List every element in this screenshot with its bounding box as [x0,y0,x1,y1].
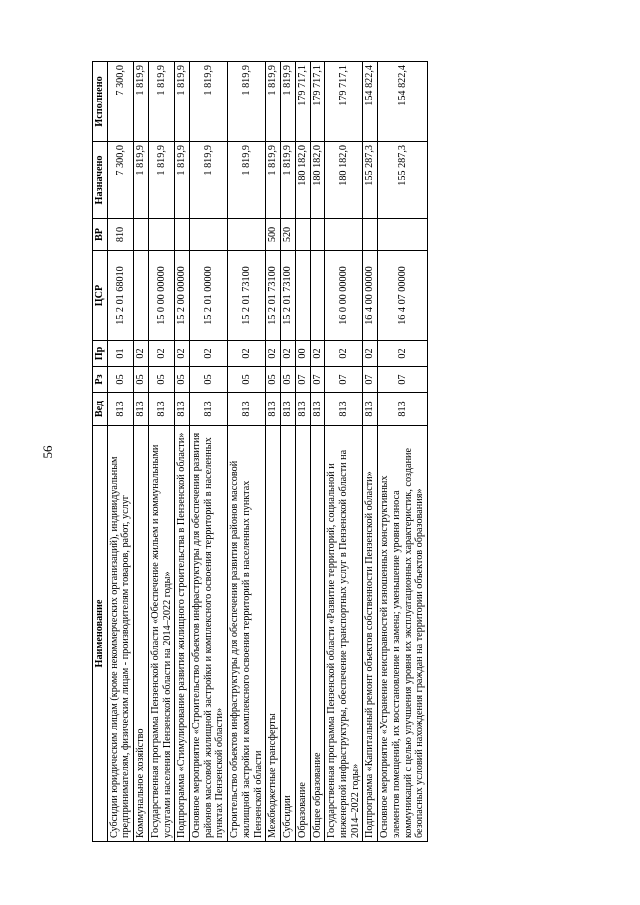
cell-assigned: 1 819,9 [228,142,266,219]
header-row [93,62,108,842]
cell-rz: 05 [281,367,296,393]
table-row [295,62,310,842]
cell-csr [295,251,310,341]
cell-executed: 1 819,9 [266,62,281,142]
cell-executed: 179 717,1 [310,62,325,142]
cell-executed: 1 819,9 [148,62,174,142]
cell-vr [190,219,228,251]
cell-pr: 02 [134,341,149,367]
table-row [325,62,363,842]
cell-vr [175,219,190,251]
cell-rz: 05 [190,367,228,393]
cell-assigned: 180 182,0 [325,142,363,219]
cell-name: Субсидии [281,426,296,842]
cell-name: Коммунальное хозяйство [134,426,149,842]
header-rz: Рз [93,367,108,393]
cell-csr: 16 4 07 00000 [378,251,428,341]
cell-executed: 1 819,9 [175,62,190,142]
cell-assigned: 1 819,9 [266,142,281,219]
cell-assigned: 1 819,9 [175,142,190,219]
cell-ved: 813 [310,393,325,426]
cell-rz: 07 [363,367,378,393]
cell-vr [228,219,266,251]
table-row [228,62,266,842]
cell-ved: 813 [148,393,174,426]
cell-rz: 07 [310,367,325,393]
cell-pr: 02 [266,341,281,367]
budget-table [92,61,428,842]
cell-vr [363,219,378,251]
cell-executed: 1 819,9 [134,62,149,142]
cell-ved: 813 [295,393,310,426]
cell-executed: 154 822,4 [378,62,428,142]
header-executed: Исполнено [93,62,108,142]
cell-assigned: 1 819,9 [148,142,174,219]
cell-assigned: 1 819,9 [134,142,149,219]
table-row [363,62,378,842]
cell-rz: 07 [325,367,363,393]
cell-pr: 02 [175,341,190,367]
cell-ved: 813 [175,393,190,426]
cell-vr [310,219,325,251]
cell-vr [325,219,363,251]
cell-name: Субсидии юридическим лицам (кроме некоммерческих организаций), индивидуальным предпринимателям, физическим лицам - производителям товаров, работ, услуг [107,426,133,842]
cell-assigned: 155 287,3 [378,142,428,219]
cell-pr: 02 [281,341,296,367]
cell-pr: 01 [107,341,133,367]
cell-csr: 15 2 01 73100 [266,251,281,341]
cell-name: Государственная программа Пензенской области «Обеспечение жильем и коммунальными услугами населения Пензенской области на 2014–2022 годы» [148,426,174,842]
cell-name: Государственная программа Пензенской области «Развитие территорий, социальной и инженерной инфраструктуры, обеспечение транспортных услуг в Пензенской области на 2014–2022 годы» [325,426,363,842]
cell-pr: 02 [363,341,378,367]
cell-assigned: 7 300,0 [107,142,133,219]
cell-vr: 810 [107,219,133,251]
cell-csr [134,251,149,341]
cell-pr: 02 [228,341,266,367]
cell-ved: 813 [228,393,266,426]
cell-pr: 02 [190,341,228,367]
cell-vr [134,219,149,251]
cell-rz: 07 [378,367,428,393]
cell-rz: 05 [266,367,281,393]
cell-pr: 02 [310,341,325,367]
header-pr: Пр [93,341,108,367]
cell-csr: 15 2 01 73100 [281,251,296,341]
cell-vr [378,219,428,251]
cell-csr: 15 0 00 00000 [148,251,174,341]
table-row [266,62,281,842]
cell-vr [148,219,174,251]
cell-ved: 813 [266,393,281,426]
cell-assigned: 155 287,3 [363,142,378,219]
cell-name: Основное мероприятие «Строительство объектов инфраструктуры для обеспечения развития районов массовой жилищной застройки и комплексного освоения территорий в населенных пунктах Пензенской области» [190,426,228,842]
cell-ved: 813 [281,393,296,426]
cell-assigned: 180 182,0 [295,142,310,219]
cell-pr: 00 [295,341,310,367]
cell-executed: 1 819,9 [190,62,228,142]
cell-name: Подпрограмма «Стимулирование развития жилищного строительства в Пензенской области» [175,426,190,842]
cell-rz: 05 [175,367,190,393]
cell-rz: 05 [107,367,133,393]
table-row [134,62,149,842]
cell-pr: 02 [378,341,428,367]
cell-vr: 500 [266,219,281,251]
header-name: Наименование [93,426,108,842]
cell-executed: 7 300,0 [107,62,133,142]
cell-ved: 813 [134,393,149,426]
cell-ved: 813 [107,393,133,426]
table-row [310,62,325,842]
header-vr: ВР [93,219,108,251]
cell-ved: 813 [363,393,378,426]
cell-pr: 02 [325,341,363,367]
cell-name: Общее образование [310,426,325,842]
cell-assigned: 1 819,9 [190,142,228,219]
page-number: 56 [40,445,55,459]
cell-ved: 813 [378,393,428,426]
cell-executed: 179 717,1 [325,62,363,142]
table-row [107,62,133,842]
table-row [190,62,228,842]
cell-name: Межбюджетные трансферты [266,426,281,842]
cell-csr: 15 2 01 73100 [228,251,266,341]
cell-csr: 15 2 00 00000 [175,251,190,341]
cell-assigned: 1 819,9 [281,142,296,219]
cell-executed: 179 717,1 [295,62,310,142]
budget-table-rotated [92,62,428,842]
cell-executed: 1 819,9 [228,62,266,142]
cell-assigned: 180 182,0 [310,142,325,219]
cell-executed: 154 822,4 [363,62,378,142]
cell-name: Строительство объектов инфраструктуры для обеспечения развития районов массовой жилищной застройки и комплексного освоения территорий в населенных пунктах Пензенской области [228,426,266,842]
cell-rz: 07 [295,367,310,393]
cell-ved: 813 [190,393,228,426]
table-row [175,62,190,842]
cell-vr [295,219,310,251]
cell-csr: 16 4 00 00000 [363,251,378,341]
table-row [281,62,296,842]
cell-csr: 15 2 01 68010 [107,251,133,341]
cell-rz: 05 [148,367,174,393]
cell-csr: 15 2 01 00000 [190,251,228,341]
cell-executed: 1 819,9 [281,62,296,142]
cell-vr: 520 [281,219,296,251]
cell-csr [310,251,325,341]
cell-name: Основное мероприятие «Устранение неисправностей изношенных конструктивных элементов помещений, их восстановление и замена; уменьшение уровня износа коммуникаций с целью улучшения уровня их эксплуатационных характеристик, создание безопасных условий нахождения граждан на территории объектов образования» [378,426,428,842]
cell-name: Образование [295,426,310,842]
cell-rz: 05 [228,367,266,393]
table-row [148,62,174,842]
cell-name: Подпрограмма «Капитальный ремонт объектов собственности Пензенской области» [363,426,378,842]
cell-rz: 05 [134,367,149,393]
cell-csr: 16 0 00 00000 [325,251,363,341]
cell-pr: 02 [148,341,174,367]
header-ved: Вед [93,393,108,426]
header-csr: ЦСР [93,251,108,341]
header-assigned: Назначено [93,142,108,219]
table-row [378,62,428,842]
cell-ved: 813 [325,393,363,426]
